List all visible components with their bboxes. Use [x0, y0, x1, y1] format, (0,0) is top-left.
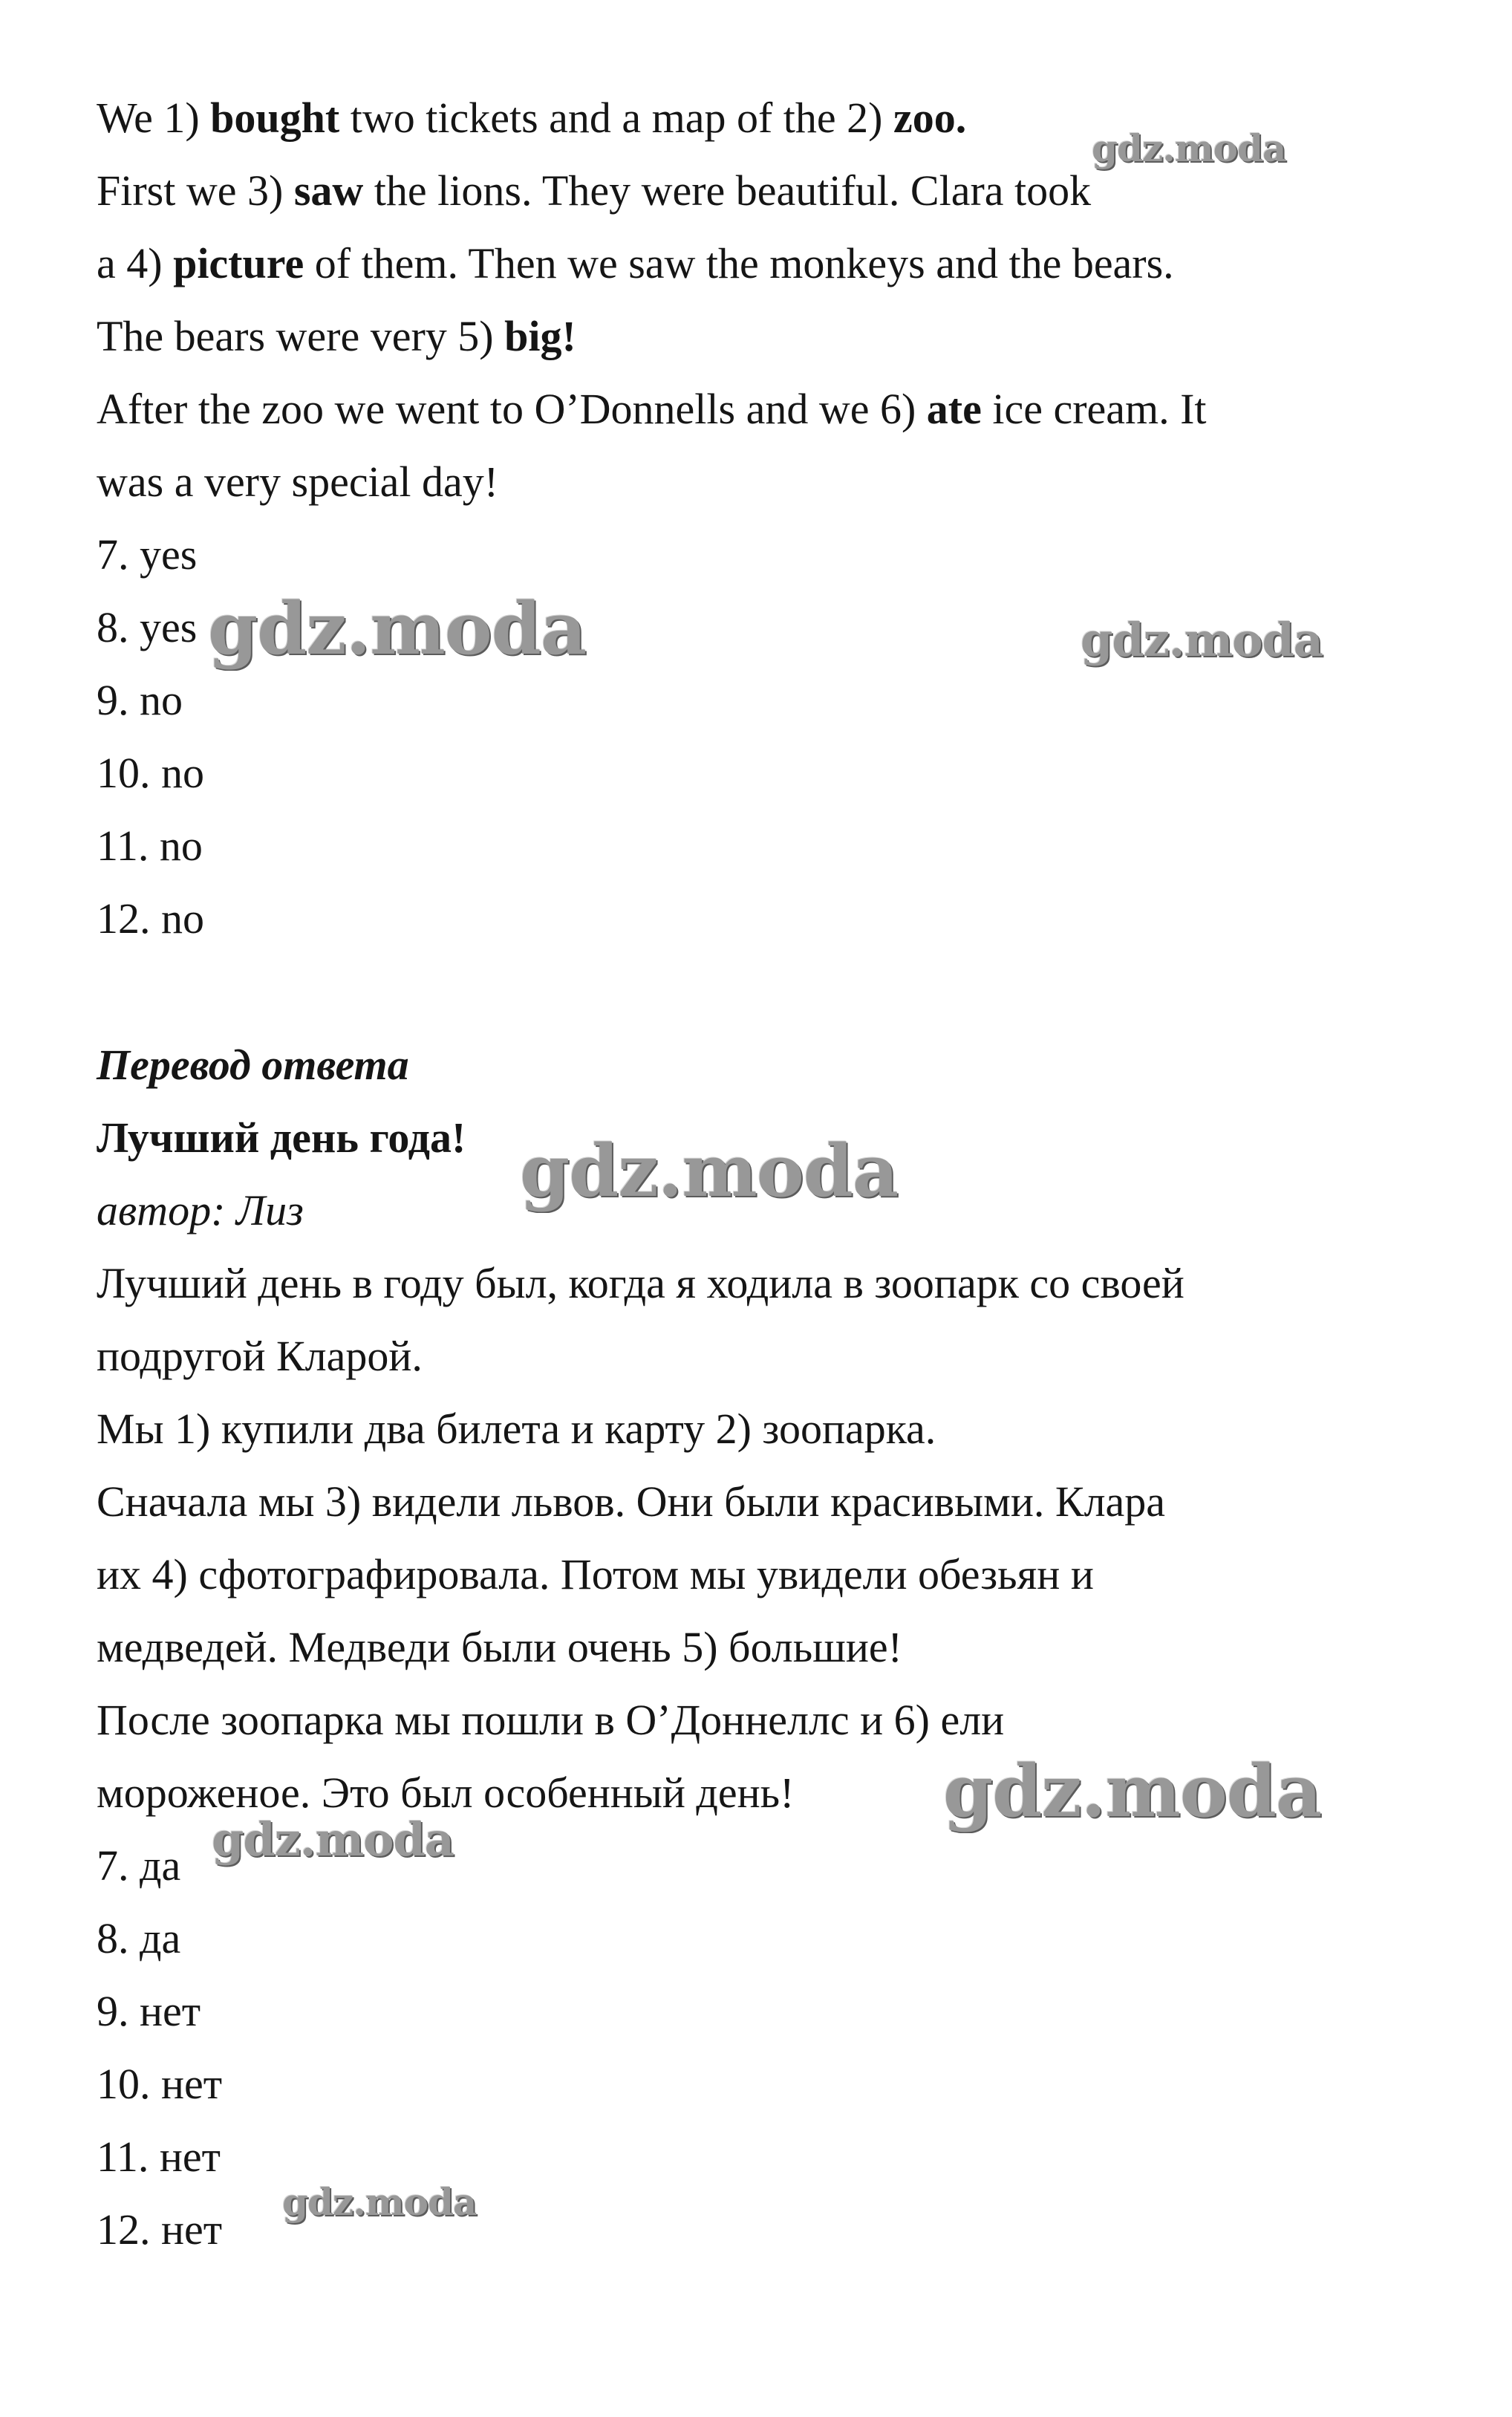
watermark: gdz.moda [208, 587, 587, 671]
translation-line-1: Лучший день в году был, когда я ходила в зоопарк со своей [97, 1259, 1184, 1307]
watermark: gdz.moda [1092, 126, 1286, 170]
text-run: After the zoo we went to O’Donnells and we 6) [97, 385, 927, 433]
translation-title: Лучший день года! [97, 1113, 466, 1162]
translation-line-8: мороженое. Это был особенный день! [97, 1769, 795, 1817]
translation-line-4: Сначала мы 3) видели львов. Они были красивыми. Клара [97, 1477, 1166, 1526]
english-line-3 [97, 238, 1174, 290]
english-answer-10: 10. no [97, 749, 204, 797]
answer-word: saw [293, 166, 364, 215]
english-answer-7: 7. yes [97, 530, 198, 579]
translation-answer-10: 10. нет [97, 2060, 223, 2108]
answer-word: picture [173, 239, 304, 287]
english-answer-11: 11. no [97, 822, 203, 870]
translation-answer-7: 7. да [97, 1841, 181, 1890]
text-run: ice cream. It [981, 385, 1207, 433]
text-run: We 1) [97, 94, 211, 142]
translation-line-5: их 4) сфотографировала. Потом мы увидели обезьян и [97, 1550, 1094, 1598]
english-line-5 [97, 383, 1207, 435]
translation-line-7: После зоопарка мы пошли в О’Доннеллс и 6) ели [97, 1696, 1005, 1744]
watermark: gdz.moda [1081, 613, 1323, 667]
translation-author: автор: Лиз [97, 1186, 304, 1234]
translation-line-2: подругой Кларой. [97, 1332, 423, 1380]
answer-word: zoo. [893, 94, 967, 142]
english-answer-8: 8. yes [97, 603, 198, 651]
answer-word: big! [504, 312, 576, 360]
english-answer-12: 12. no [97, 894, 204, 943]
english-line-4 [97, 310, 576, 362]
text-run: two tickets and a map of the 2) [339, 94, 893, 142]
translation-answer-12: 12. нет [97, 2205, 223, 2254]
watermark: gdz.moda [520, 1129, 899, 1213]
text-run: a 4) [97, 239, 174, 287]
text-run: First we 3) [97, 166, 294, 215]
translation-answer-8: 8. да [97, 1914, 181, 1962]
watermark: gdz.moda [212, 1812, 454, 1867]
watermark: gdz.moda [943, 1749, 1322, 1833]
answer-word: ate [926, 385, 982, 433]
translation-answer-11: 11. нет [97, 2133, 221, 2181]
text-run: the lions. They were beautiful. Clara took [363, 166, 1092, 215]
text-run: The bears were very 5) [97, 312, 505, 360]
translation-answer-9: 9. нет [97, 1987, 201, 2035]
translation-line-3: Мы 1) купили два билета и карту 2) зоопарка. [97, 1405, 936, 1453]
text-run: of them. Then we saw the monkeys and the bears. [304, 239, 1174, 287]
english-line-2 [97, 165, 1091, 217]
watermark: gdz.moda [282, 2180, 477, 2224]
translation-heading: Перевод ответа [97, 1041, 409, 1089]
translation-line-6: медведей. Медведи были очень 5) большие! [97, 1623, 902, 1671]
answer-word: bought [210, 94, 340, 142]
english-line-6: was a very special day! [97, 458, 499, 506]
english-answer-9: 9. no [97, 676, 183, 724]
english-line-1 [97, 92, 966, 144]
